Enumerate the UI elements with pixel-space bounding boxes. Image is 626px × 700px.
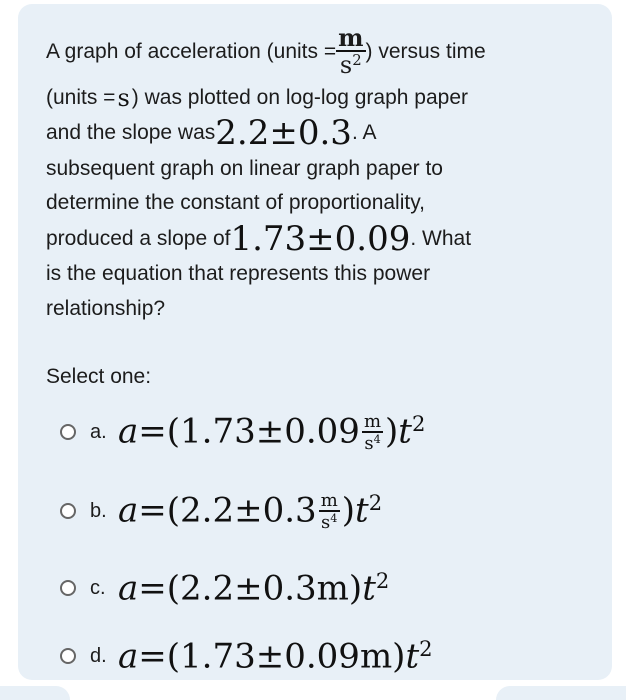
unit-denominator [336,50,365,80]
question-text: . What [410,227,472,250]
question-line-8: relationship? [46,297,166,320]
eq-unit-den-base: s [321,512,331,534]
option-letter: d. [90,644,107,667]
eq-unit-den [362,431,383,453]
eq-exponent: 2 [411,410,426,436]
page-corner-left [0,686,70,700]
eq-unit-fraction [319,492,340,532]
eq-unit-den-base: s [364,433,374,455]
loglog-slope-value: 2.2±0.3 [215,113,352,153]
option-equation [118,490,382,533]
question-line-2 [46,82,468,114]
eq-coefficient: (1.73±0.09m) [166,636,406,677]
question-text: ) was plotted on log-log graph paper [131,86,468,109]
radio-option-c[interactable] [60,580,76,596]
linear-slope-value: 1.73±0.09 [230,219,411,259]
eq-sign: = [138,568,167,609]
option-a[interactable] [60,407,425,457]
time-unit: s [117,84,130,112]
option-equation [118,411,425,454]
question-line-4: subsequent graph on linear graph paper to [46,157,443,180]
option-letter: b. [90,499,107,522]
option-c[interactable] [60,563,389,613]
question-text: ) versus time [365,40,486,63]
question-line-7: is the equation that represents this power [46,262,431,285]
radio-option-d[interactable] [60,648,76,664]
option-letter: a. [90,420,107,443]
question-line-3 [46,113,376,153]
question-text: . A [351,121,377,144]
radio-option-a[interactable] [60,424,76,440]
eq-lhs: a [118,568,139,609]
eq-exponent: 2 [419,635,433,661]
eq-sign: = [138,411,167,452]
eq-unit-den-exp: 4 [373,433,381,447]
eq-var: t [355,490,369,531]
eq-coefficient: (1.73±0.09 [166,411,360,452]
eq-var: t [398,411,412,452]
unit-denominator-base: s [339,51,353,80]
option-b[interactable] [60,486,382,536]
option-d[interactable] [60,631,433,681]
unit-numerator: m [338,23,364,53]
eq-var: t [405,636,420,677]
eq-lhs: a [118,636,139,677]
question-text: and the slope was [46,121,216,144]
radio-option-b[interactable] [60,503,76,519]
acceleration-unit-fraction [336,23,365,80]
eq-unit-num: m [320,490,338,512]
eq-coefficient: (2.2±0.3 [166,490,317,531]
eq-var: t [362,568,376,609]
option-equation [118,568,389,609]
eq-close-paren: ) [341,490,356,531]
eq-lhs: a [118,490,139,531]
page-corner-right [496,686,626,700]
question-line-1 [46,24,486,80]
eq-coefficient: (2.2±0.3m) [166,568,363,609]
question-line-5: determine the constant of proportionality, [46,191,425,214]
eq-unit-num: m [363,411,382,433]
select-prompt: Select one: [46,365,152,388]
option-equation [118,636,433,677]
question-text: produced a slope of [46,227,231,250]
eq-lhs: a [118,411,139,452]
eq-unit-den [319,510,340,532]
question-text: A graph of acceleration (units = [46,40,337,63]
eq-unit-fraction [362,413,383,453]
eq-unit-den-exp: 4 [330,512,338,526]
eq-exponent: 2 [368,489,383,515]
question-line-6 [46,219,471,259]
eq-sign: = [138,636,167,677]
unit-denominator-exponent: 2 [352,51,362,70]
eq-sign: = [138,490,167,531]
eq-close-paren: ) [385,411,399,452]
question-text: (units = [46,86,116,109]
eq-exponent: 2 [375,567,390,593]
option-letter: c. [90,576,106,599]
